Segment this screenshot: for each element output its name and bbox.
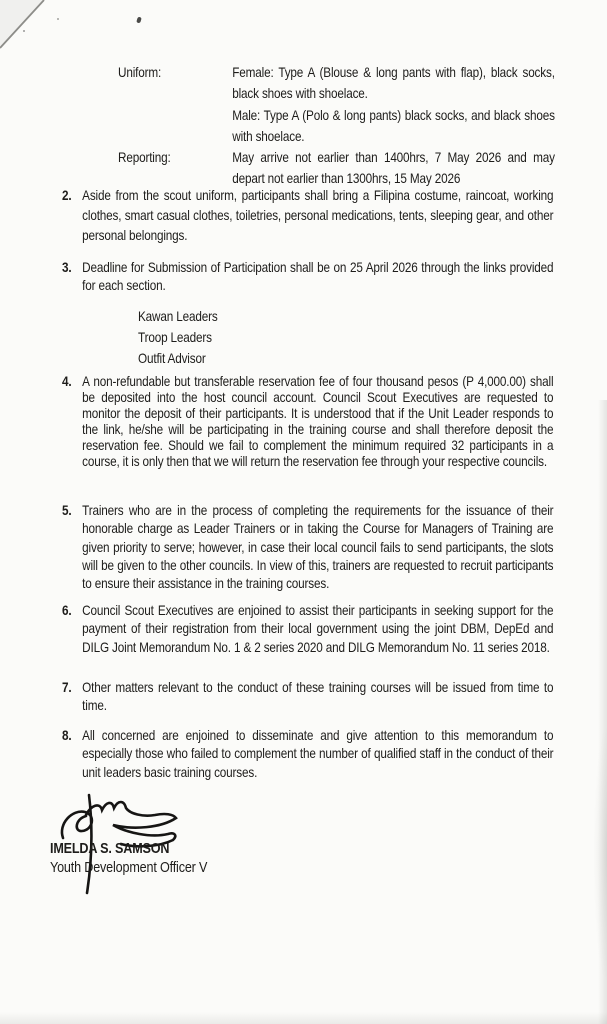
item-text: Deadline for Submission of Participation shall be on 25 April 2026 through the links provided for each section. — [82, 259, 554, 294]
item-number: 6. — [62, 602, 72, 618]
uniform-female-line: Female: Type A (Blouse & long pants with flap), black socks, black shoes with shoelace. — [232, 64, 555, 102]
item-number: 2. — [62, 187, 72, 203]
uniform-male-line: Male: Type A (Polo & long pants) black socks, and black shoes with shoelace. — [232, 106, 555, 144]
item-number: 3. — [62, 259, 72, 275]
memo-item-5 — [62, 501, 553, 592]
uniform-label: Uniform: — [118, 64, 162, 80]
item-text: A non-refundable but transferable reservation fee of four thousand pesos (P 4,000.00) shall be deposited into the host council account. Council Scout Executives are requested to monitor the deposit of their participants. It is understood that if the Unit Leader responds to the link, he/she will be participating in the training course and shall therefore deposit the reservation fee. Should we fail to complement the minimum required 32 participants in a course, it is only then that we will return the reservation fee through your respective councils. — [82, 373, 554, 469]
signatory-title: Youth Development Officer V — [50, 859, 208, 876]
ink-speck — [23, 30, 25, 32]
section-links-list — [138, 306, 390, 369]
item-text: Council Scout Executives are enjoined to assist their participants in seeking support for the payment of their registration from their local government using the joint DBM, DepEd and DILG Joint Memorandum No. 1 & 2 series 2020 and DILG Memorandum No. 11 series 2018. — [82, 602, 554, 655]
reporting-line: May arrive not earlier than 1400hrs, 7 May 2026 and may depart not earlier than 1300hrs, 15 May 2026 — [232, 149, 555, 187]
reporting-details — [232, 147, 555, 190]
link-troop-leaders: Troop Leaders — [138, 329, 212, 345]
link-outfit-advisor: Outfit Advisor — [138, 350, 206, 366]
signatory-name: IMELDA S. SAMSON — [50, 840, 170, 857]
uniform-reporting-block — [118, 62, 555, 190]
memo-item-3 — [62, 258, 553, 295]
reporting-label: Reporting: — [118, 149, 171, 166]
item-number: 8. — [62, 727, 72, 743]
memo-item-7 — [62, 678, 553, 715]
item-number: 7. — [62, 679, 72, 695]
item-text: Trainers who are in the process of completing the requirements for the issuance of their honorable charge as Leader Trainers or in taking the Course for Managers of Training are given priority to serve; however, in case their local council fails to send participants, the slots will be given to the other councils. In view of this, trainers are requested to recruit participants to ensure their assistance in the training courses. — [82, 502, 554, 592]
item-number: 4. — [62, 373, 72, 389]
memo-item-8 — [62, 726, 553, 781]
memo-item-4 — [62, 374, 553, 469]
memo-item-2 — [62, 185, 553, 245]
memo-item-6 — [62, 601, 553, 656]
item-text: All concerned are enjoined to disseminate and give attention to this memorandum to especially those who failed to complement the number of qualified staff in the conduct of their unit leaders basic training courses. — [82, 727, 554, 780]
ink-speck — [57, 18, 59, 20]
item-text: Aside from the scout uniform, participants shall bring a Filipina costume, raincoat, working clothes, smart casual clothes, toiletries, personal medications, tents, sleeping gear, and other personal belongings. — [82, 187, 554, 243]
ink-speck — [136, 17, 142, 24]
scan-edge-shadow-bottom — [0, 1012, 607, 1024]
item-number: 5. — [62, 502, 72, 518]
uniform-details — [232, 62, 555, 147]
link-kawan-leaders: Kawan Leaders — [138, 308, 218, 324]
item-text: Other matters relevant to the conduct of these training courses will be issued from time to time. — [82, 679, 554, 714]
page-corner-fold-artifact — [0, 0, 56, 56]
scan-smudge — [593, 724, 607, 984]
